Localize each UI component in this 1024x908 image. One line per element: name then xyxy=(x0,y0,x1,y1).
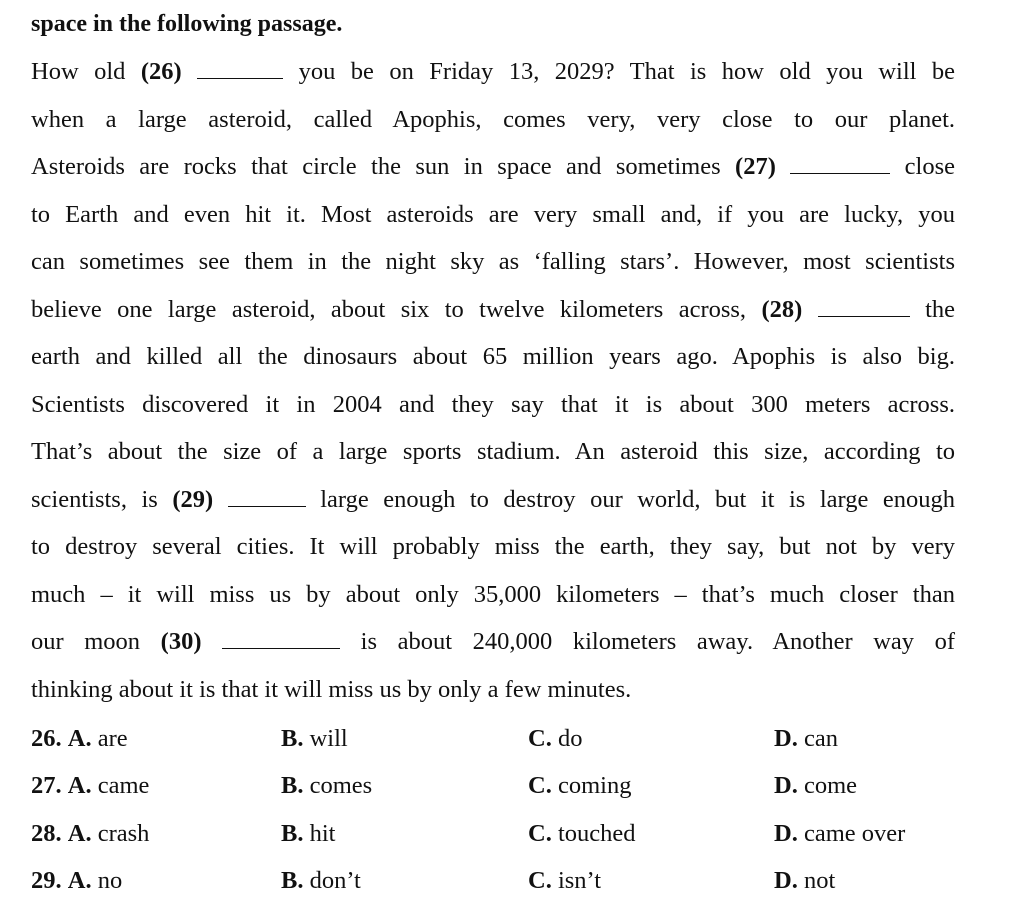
passage-line: can sometimes see them in the night sky as ‘falling stars’. However, most scientists xyxy=(31,248,955,275)
reading-passage xyxy=(31,53,955,718)
question-26 xyxy=(31,719,991,766)
option-28-a[interactable]: 28. A. crash xyxy=(31,819,150,847)
option-27-a[interactable]: 27. A. came xyxy=(31,772,150,800)
option-27-b[interactable]: B. comes xyxy=(281,772,373,800)
option-29-a[interactable]: 29. A. no xyxy=(31,866,123,894)
question-28 xyxy=(31,814,991,861)
option-28-b[interactable]: B. hit xyxy=(281,819,336,847)
passage-line: scientists, is (29) large enough to destroy our world, but it is large enough xyxy=(31,485,955,513)
passage-line: believe one large asteroid, about six to twelve kilometers across, (28) the xyxy=(31,295,956,323)
option-28-d[interactable]: D. came over xyxy=(774,819,906,847)
option-27-d[interactable]: D. come xyxy=(774,772,858,800)
passage-line: our moon (30) is about 240,000 kilometers away. Another way of xyxy=(31,628,956,655)
passage-line: Scientists discovered it in 2004 and they say that it is about 300 meters across. xyxy=(31,390,955,418)
option-27-c[interactable]: C. coming xyxy=(528,772,632,800)
option-26-c[interactable]: C. do xyxy=(528,725,583,752)
passage-line: when a large asteroid, called Apophis, comes very, very close to our planet. xyxy=(31,105,955,133)
blank-30[interactable] xyxy=(222,626,340,649)
passage-line: much – it will miss us by about only 35,000 kilometers – that’s much closer than xyxy=(31,580,955,608)
blank-26[interactable] xyxy=(197,56,283,79)
option-26-b[interactable]: B. will xyxy=(281,725,348,752)
blank-number-28: (28) xyxy=(761,295,803,323)
passage-line: That’s about the size of a large sports stadium. An asteroid this size, according to xyxy=(31,438,955,465)
blank-number-29: (29) xyxy=(172,485,214,513)
blank-number-27: (27) xyxy=(735,153,776,180)
passage-line: thinking about it is that it will miss us by only a few minutes. xyxy=(31,675,632,703)
option-29-d[interactable]: D. not xyxy=(774,866,836,894)
blank-29[interactable] xyxy=(228,484,306,507)
blank-number-26: (26) xyxy=(140,58,182,85)
question-27 xyxy=(31,766,991,813)
answer-choices xyxy=(31,719,991,908)
blank-number-30: (30) xyxy=(160,628,202,655)
passage-line: to destroy several cities. It will probably miss the earth, they say, but not by very xyxy=(31,533,955,560)
blank-27[interactable] xyxy=(790,151,890,174)
option-29-b[interactable]: B. don’t xyxy=(281,866,361,894)
option-26-d[interactable]: D. can xyxy=(774,725,838,752)
blank-28[interactable] xyxy=(818,294,910,317)
passage-line: Asteroids are rocks that circle the sun in space and sometimes (27) close xyxy=(31,153,956,180)
instruction-heading: space in the following passage. xyxy=(31,11,343,37)
option-26-a[interactable]: 26. A. are xyxy=(31,725,128,752)
passage-line: earth and killed all the dinosaurs about 65 million years ago. Apophis is also big. xyxy=(31,343,955,370)
question-29 xyxy=(31,861,991,908)
option-29-c[interactable]: C. isn’t xyxy=(528,866,602,894)
passage-line: to Earth and even hit it. Most asteroids are very small and, if you are lucky, you xyxy=(31,200,955,228)
passage-line: How old (26) you be on Friday 13, 2029? That is how old you will be xyxy=(31,58,956,85)
option-28-c[interactable]: C. touched xyxy=(528,819,636,847)
